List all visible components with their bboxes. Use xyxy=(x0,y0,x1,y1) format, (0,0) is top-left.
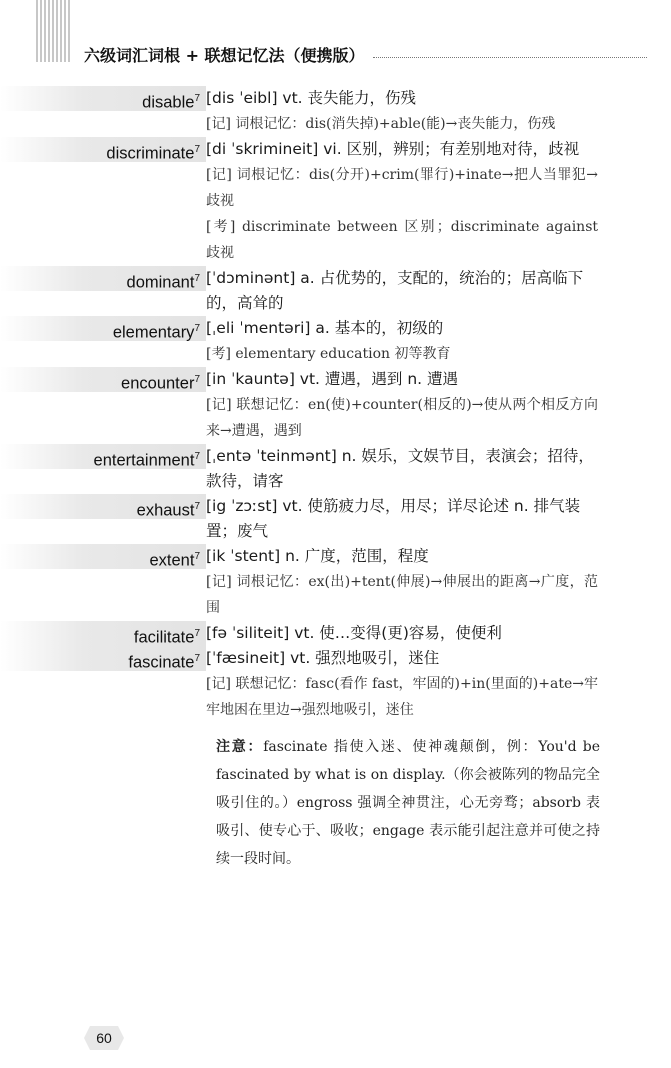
header-rule xyxy=(373,57,647,58)
headword-cell xyxy=(0,266,206,291)
definition: [di ˈskrimineit] vi. 区别，辨别；有差别地对待，歧视 xyxy=(206,140,580,158)
headword-cell xyxy=(0,367,206,392)
entry-exhaust xyxy=(0,494,671,544)
headword-cell xyxy=(0,444,206,469)
frequency-mark: 7 xyxy=(194,374,200,385)
exam-note: [考] discriminate between 区别；discriminate against 歧视 xyxy=(206,219,598,261)
entry-body xyxy=(206,494,598,544)
headword: elementary xyxy=(112,323,195,342)
corner-decoration xyxy=(36,0,70,62)
entry-encounter xyxy=(0,367,671,444)
frequency-mark: 7 xyxy=(194,551,200,562)
memory-note: [记] 词根记忆：dis(分开)+crim(罪行)+inate→把人当罪犯→歧视 xyxy=(206,167,598,209)
memory-note: [记] 联想记忆：fasc(看作 fast，牢固的)+in(里面的)+ate→牢牢地困在里边→强烈地吸引，迷住 xyxy=(206,676,598,718)
frequency-mark: 7 xyxy=(194,273,200,284)
headword: extent xyxy=(149,551,195,570)
headword: facilitate xyxy=(133,628,195,647)
definition: [ˌentə ˈteinmənt] n. 娱乐，文娱节目，表演会；招待，款待，请客 xyxy=(206,447,594,490)
headword-cell xyxy=(0,137,206,162)
frequency-mark: 7 xyxy=(194,653,200,664)
entry-body xyxy=(206,621,598,646)
attention-label: 注意： xyxy=(216,739,264,755)
entry-body xyxy=(206,646,598,723)
headword-cell xyxy=(0,544,206,569)
definition: [in ˈkauntə] vt. 遭遇，遇到 n. 遭遇 xyxy=(206,370,459,388)
frequency-mark: 7 xyxy=(194,451,200,462)
definition: [dis ˈeibl] vt. 丧失能力，伤残 xyxy=(206,89,417,107)
definition: [ig ˈzɔːst] vt. 使筋疲力尽，用尽；详尽论述 n. 排气装置；废气 xyxy=(206,497,581,540)
headword-cell xyxy=(0,316,206,341)
headword: disable xyxy=(142,93,195,112)
headword: entertainment xyxy=(93,451,195,470)
entry-facilitate xyxy=(0,621,671,646)
entry-body xyxy=(206,444,598,494)
page-number: 60 xyxy=(84,1026,124,1050)
frequency-mark: 7 xyxy=(194,628,200,639)
entry-body xyxy=(206,86,598,137)
frequency-mark: 7 xyxy=(194,501,200,512)
entry-body xyxy=(206,367,598,444)
definition: [ik ˈstent] n. 广度，范围，程度 xyxy=(206,547,429,565)
entry-dominant xyxy=(0,266,671,316)
memory-note: [记] 词根记忆：dis(消失掉)+able(能)→丧失能力，伤残 xyxy=(206,116,556,132)
attention-text: fascinate 指使入迷、使神魂颠倒，例：You'd be fascinated by what is on display.（你会被陈列的物品完全吸引住的。）engross 强调全神贯注，心无旁骛；absorb 表吸引、使专心于、吸收；engage 表示能引起注意并可使之持续一段时间。 xyxy=(216,739,601,867)
memory-note: [记] 词根记忆：ex(出)+tent(伸展)→伸展出的距离→广度，范围 xyxy=(206,574,598,616)
headword: exhaust xyxy=(136,501,195,520)
entry-fascinate xyxy=(0,646,671,723)
frequency-mark: 7 xyxy=(194,93,200,104)
frequency-mark: 7 xyxy=(194,323,200,334)
headword-cell xyxy=(0,621,206,646)
headword: discriminate xyxy=(106,144,195,163)
entry-extent xyxy=(0,544,671,621)
headword-cell xyxy=(0,86,206,111)
headword: encounter xyxy=(121,374,195,393)
entry-entertainment xyxy=(0,444,671,494)
memory-note: [记] 联想记忆：en(使)+counter(相反的)→使从两个相反方向来→遭遇，遇到 xyxy=(206,397,598,439)
entry-discriminate xyxy=(0,137,671,266)
entry-elementary xyxy=(0,316,671,367)
book-title: 六级词汇词根 + 联想记忆法（便携版） xyxy=(84,45,365,65)
entry-body xyxy=(206,137,598,266)
definition: [ˈdɔminənt] a. 占优势的，支配的，统治的；居高临下的，高耸的 xyxy=(206,269,584,312)
definition: [ˈfæsineit] vt. 强烈地吸引，迷住 xyxy=(206,649,440,667)
entry-list xyxy=(0,86,671,873)
frequency-mark: 7 xyxy=(194,144,200,155)
headword: dominant xyxy=(126,273,195,292)
page-header xyxy=(84,38,647,70)
entry-body xyxy=(206,266,598,316)
definition: [ˌeli ˈmentəri] a. 基本的，初级的 xyxy=(206,319,444,337)
attention-box xyxy=(216,733,600,873)
entry-body xyxy=(206,544,598,621)
headword-cell xyxy=(0,646,206,671)
definition: [fə ˈsiliteit] vt. 使…变得(更)容易，使便利 xyxy=(206,624,502,642)
entry-body xyxy=(206,316,598,367)
headword-cell xyxy=(0,494,206,519)
exam-note: [考] elementary education 初等教育 xyxy=(206,346,451,362)
headword: fascinate xyxy=(128,653,195,672)
entry-disable xyxy=(0,86,671,137)
